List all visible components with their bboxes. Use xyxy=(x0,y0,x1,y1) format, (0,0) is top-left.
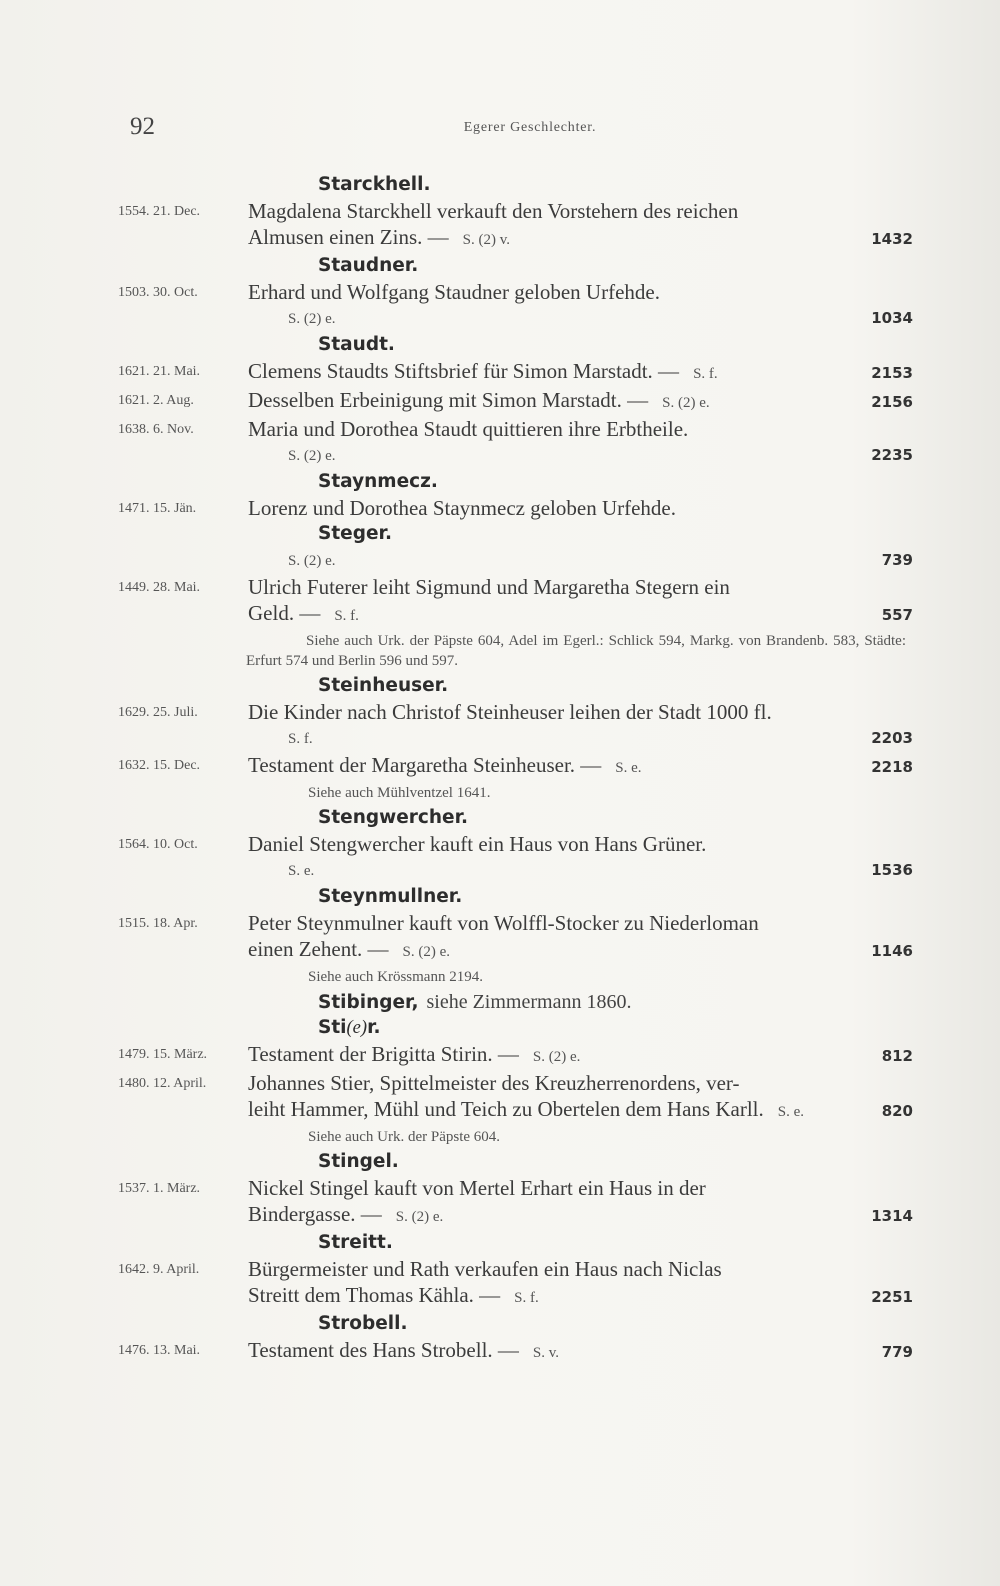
entry-date: 1642. 9. April. xyxy=(118,1262,200,1277)
heading-name: Steinheuser. xyxy=(318,675,449,696)
document-number: 779 xyxy=(881,1343,913,1361)
section-heading xyxy=(318,521,913,547)
entry-text: Clemens Staudts Stiftsbrief für Simon Marstadt. — xyxy=(248,359,680,383)
page-number: 92 xyxy=(130,113,155,140)
entry-body xyxy=(248,1337,913,1366)
heading-name: Starckhell. xyxy=(318,174,431,195)
document-number: 1034 xyxy=(871,309,913,327)
register-entry xyxy=(118,198,913,253)
entry-body xyxy=(248,1070,913,1125)
entry-date: 1621. 2. Aug. xyxy=(118,393,194,408)
entry-body xyxy=(248,574,913,629)
section-heading xyxy=(318,1149,913,1175)
register-section xyxy=(118,884,913,987)
entry-date: 1554. 21. Dec. xyxy=(118,204,201,219)
document-number: 1314 xyxy=(871,1207,913,1225)
document-number: 1536 xyxy=(871,861,913,879)
document-number: 820 xyxy=(881,1102,913,1120)
register-section xyxy=(118,1149,913,1230)
entry-source: S. (2) e. xyxy=(532,1049,581,1065)
section-heading xyxy=(318,1311,913,1337)
register-entry xyxy=(118,1337,913,1366)
heading-name: Stibinger, xyxy=(318,992,419,1013)
register-section xyxy=(118,805,913,884)
entry-text: Testament des Hans Strobell. — xyxy=(248,1338,519,1362)
entry-text: Peter Steynmulner kauft von Wolffl-Stocker zu Niederloman xyxy=(248,911,759,935)
register-section xyxy=(118,989,913,1015)
entry-text-continued: Bindergasse. — xyxy=(248,1202,382,1226)
register-entry xyxy=(118,699,913,752)
entry-date: 1632. 15. Dec. xyxy=(118,758,201,773)
entry-body xyxy=(248,387,913,416)
section-heading xyxy=(318,253,913,279)
section-heading xyxy=(318,1230,913,1256)
register-entry xyxy=(118,1175,913,1230)
register-section xyxy=(118,673,913,803)
heading-paren: (e) xyxy=(346,1018,368,1038)
entry-text: Desselben Erbeinigung mit Simon Marstadt. — xyxy=(248,388,649,412)
register-section xyxy=(118,469,913,521)
entry-body xyxy=(248,1175,913,1230)
document-number: 1432 xyxy=(871,230,913,248)
entry-date: 1621. 21. Mai. xyxy=(118,364,201,379)
entry-line xyxy=(248,936,913,965)
entry-date: 1480. 12. April. xyxy=(118,1076,207,1091)
entry-line xyxy=(248,387,913,416)
register-entry xyxy=(118,358,913,387)
entry-body xyxy=(248,1041,913,1070)
register-entry xyxy=(118,574,913,629)
entry-source: S. v. xyxy=(532,1345,560,1361)
section-heading xyxy=(318,332,913,358)
entry-date: 1476. 13. Mai. xyxy=(118,1343,201,1358)
entry-source: S. e. xyxy=(615,760,642,776)
entry-text-continued: Streitt dem Thomas Kähla. — xyxy=(248,1283,501,1307)
entry-text: Nickel Stingel kauft von Mertel Erhart ein Haus in der xyxy=(248,1176,706,1200)
entry-date: 1515. 18. Apr. xyxy=(118,916,198,931)
document-number: 739 xyxy=(881,551,913,569)
entry-line xyxy=(248,857,913,884)
entry-source: S. (2) v. xyxy=(462,232,510,248)
heading-name: Stengwercher. xyxy=(318,807,469,828)
entry-source: S. (2) e. xyxy=(395,1209,444,1225)
see-also-note: Siehe auch Urk. der Päpste 604, Adel im Egerl.: Schlick 594, Markg. von Brandenb. 583, Städte: Erfurt 574 und Berlin 596 und 597. xyxy=(246,633,906,669)
entry-text: Erhard und Wolfgang Staudner geloben Urfehde. xyxy=(248,280,660,304)
entry-text-wrap xyxy=(248,224,510,253)
entry-line xyxy=(248,358,913,387)
register-section xyxy=(118,172,913,253)
entry-line xyxy=(248,752,913,781)
entry-text: Johannes Stier, Spittelmeister des Kreuzherrenordens, ver- xyxy=(248,1071,740,1095)
entry-text: Testament der Brigitta Stirin. — xyxy=(248,1042,519,1066)
entry-line xyxy=(248,305,913,332)
entry-text-continued: einen Zehent. — xyxy=(248,937,389,961)
section-heading xyxy=(318,884,913,910)
entry-body xyxy=(248,910,913,965)
document-number: 2218 xyxy=(871,758,913,776)
entry-text-continued: Almusen einen Zins. — xyxy=(248,225,449,249)
entry-body xyxy=(248,547,913,574)
entry-source: S. (2) e. xyxy=(662,395,710,411)
entry-source: S. (2) e. xyxy=(288,311,336,327)
register-section xyxy=(118,521,913,671)
section-heading xyxy=(318,673,913,699)
entry-source: S. f. xyxy=(693,366,718,382)
entry-date: 1449. 28. Mai. xyxy=(118,580,201,595)
entry-date: 1564. 10. Oct. xyxy=(118,837,198,852)
entry-source: S. (2) e. xyxy=(402,944,451,960)
heading-name: Steynmullner. xyxy=(318,886,463,907)
document-number: 2251 xyxy=(871,1288,913,1306)
register-section xyxy=(118,1015,913,1147)
register-entry xyxy=(118,831,913,884)
entry-source: S. e. xyxy=(777,1104,804,1120)
entry-text-wrap xyxy=(248,600,359,629)
entry-line xyxy=(248,442,913,469)
entry-body xyxy=(248,1256,913,1311)
heading-name: Staudner. xyxy=(318,255,419,276)
section-heading xyxy=(318,1015,913,1041)
register-entry xyxy=(118,1070,913,1125)
entry-date: 1471. 15. Jän. xyxy=(118,501,197,516)
document-number: 2156 xyxy=(871,393,913,411)
register-entry xyxy=(118,387,913,416)
entry-text-wrap xyxy=(248,1282,539,1311)
entry-body xyxy=(248,198,913,253)
entry-line xyxy=(248,600,913,629)
entry-line xyxy=(248,1282,913,1311)
entry-text-wrap xyxy=(248,387,710,416)
register-entry xyxy=(118,1041,913,1070)
heading-name: Sti xyxy=(318,1017,347,1038)
entry-date: 1629. 25. Juli. xyxy=(118,705,198,720)
entry-body xyxy=(248,416,913,469)
entry-source: S. (2) e. xyxy=(288,553,336,569)
heading-cross-reference: siehe Zimmermann 1860. xyxy=(426,991,632,1013)
entry-date: 1638. 6. Nov. xyxy=(118,422,194,437)
entry-body xyxy=(248,358,913,387)
entry-source: S. (2) e. xyxy=(288,448,336,464)
register-entry xyxy=(118,752,913,781)
entry-text-wrap xyxy=(248,1041,580,1070)
running-head: Egerer Geschlechter. xyxy=(463,120,597,135)
register-section xyxy=(118,1311,913,1366)
entry-line xyxy=(248,1201,913,1230)
entry-text-wrap xyxy=(248,1337,559,1366)
heading-name: Streitt. xyxy=(318,1232,393,1253)
section-heading xyxy=(318,469,913,495)
entry-body xyxy=(248,831,913,884)
entry-date: 1479. 15. März. xyxy=(118,1047,208,1062)
entry-source: S. f. xyxy=(334,608,359,624)
entry-text: Maria und Dorothea Staudt quittieren ihre Erbtheile. xyxy=(248,417,689,441)
entry-body xyxy=(248,495,913,521)
register-entry xyxy=(118,1256,913,1311)
section-heading xyxy=(318,805,913,831)
entry-line xyxy=(248,547,913,574)
entry-text: Die Kinder nach Christof Steinheuser leihen der Stadt 1000 fl. xyxy=(248,700,772,724)
document-number: 2235 xyxy=(871,446,913,464)
entry-line xyxy=(248,1337,913,1366)
register-entry xyxy=(118,416,913,469)
register-section xyxy=(118,332,913,469)
heading-name: Steger. xyxy=(318,523,393,544)
entry-body xyxy=(248,699,913,752)
entry-text-continued: Geld. — xyxy=(248,601,321,625)
entry-text: Daniel Stengwercher kauft ein Haus von Hans Grüner. xyxy=(248,832,707,856)
entry-text-continued: leiht Hammer, Mühl und Teich zu Obertelen dem Hans Karll. xyxy=(248,1097,764,1121)
entry-source: S. e. xyxy=(288,863,315,879)
entry-date: 1537. 1. März. xyxy=(118,1181,201,1196)
entry-date: 1503. 30. Oct. xyxy=(118,285,198,300)
section-heading xyxy=(318,172,913,198)
heading-name: Staudt. xyxy=(318,334,395,355)
heading-end: r. xyxy=(367,1017,381,1038)
entry-body xyxy=(248,752,913,781)
entry-text-wrap xyxy=(248,1096,804,1125)
document-number: 2203 xyxy=(871,729,913,747)
section-heading xyxy=(318,989,913,1015)
entry-date xyxy=(118,547,248,574)
entry-text: Ulrich Futerer leiht Sigmund und Margaretha Stegern ein xyxy=(248,575,730,599)
register-section xyxy=(118,1230,913,1311)
entry-line xyxy=(248,1041,913,1070)
register-entry xyxy=(118,910,913,965)
register-content xyxy=(118,172,913,1366)
document-number: 812 xyxy=(881,1047,913,1065)
register-entry xyxy=(118,279,913,332)
heading-name: Staynmecz. xyxy=(318,471,438,492)
heading-name: Stingel. xyxy=(318,1151,399,1172)
entry-source: S. f. xyxy=(288,731,313,747)
document-number: 557 xyxy=(881,606,913,624)
entry-text: Magdalena Starckhell verkauft den Vorstehern des reichen xyxy=(248,199,739,223)
document-number: 1146 xyxy=(871,942,913,960)
heading-name: Strobell. xyxy=(318,1313,408,1334)
see-also-note: Siehe auch Mühlventzel 1641. xyxy=(308,785,491,801)
register-entry xyxy=(118,495,913,521)
entry-text-wrap xyxy=(248,752,642,781)
register-entry xyxy=(118,547,913,574)
entry-text-wrap xyxy=(248,358,718,387)
entry-body xyxy=(248,279,913,332)
see-also-note: Siehe auch Krössmann 2194. xyxy=(308,969,483,985)
entry-text-wrap xyxy=(248,936,450,965)
register-section xyxy=(118,253,913,332)
entry-text: Bürgermeister und Rath verkaufen ein Haus nach Niclas xyxy=(248,1257,722,1281)
entry-text: Testament der Margaretha Steinheuser. — xyxy=(248,753,602,777)
document-number: 2153 xyxy=(871,364,913,382)
entry-line xyxy=(248,224,913,253)
entry-line xyxy=(248,725,913,752)
see-also-note: Siehe auch Urk. der Päpste 604. xyxy=(308,1129,501,1145)
entry-line xyxy=(248,1096,913,1125)
entry-text-wrap xyxy=(248,1201,443,1230)
entry-source: S. f. xyxy=(514,1290,539,1306)
entry-text: Lorenz und Dorothea Staynmecz geloben Urfehde. xyxy=(248,496,676,520)
